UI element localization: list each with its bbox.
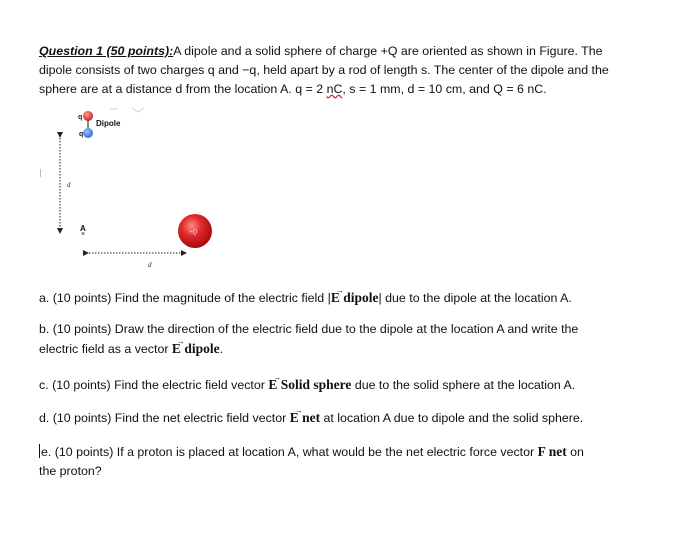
q-negative-label: q (79, 131, 84, 138)
negative-charge (83, 128, 93, 138)
question-text (39, 42, 664, 99)
part-b-vector-e: → E (172, 341, 181, 356)
faint-mark (110, 108, 144, 112)
part-e-vector-f: F net (537, 444, 567, 459)
part-e-text-post: on (566, 445, 584, 459)
question-line-2: dipole consists of two charges q and −q, held apart by a rod of length s. The center of the dipole and the (39, 63, 609, 77)
part-e-line-2: the proton? (39, 464, 102, 478)
dipole-sphere-figure (40, 105, 270, 275)
part-b-line-2 (39, 339, 664, 359)
part-d-text-post: at location A due to dipole and the solid sphere. (320, 411, 584, 425)
part-c-subscript: Solid sphere (277, 377, 352, 392)
sphere-charge-label: +Q (189, 230, 198, 236)
dipole-label: Dipole (96, 119, 121, 128)
part-c-text-pre: c. (10 points) Find the electric field vector (39, 378, 269, 392)
part-a-vector-e: → E (331, 290, 340, 305)
part-e-text-pre: e. (10 points) If a proton is placed at location A, what would be the net electric force vector (41, 445, 538, 459)
part-d (39, 408, 664, 428)
nc-misspell-word: nC (326, 82, 343, 96)
part-a-text-post: | due to the dipole at the location A. (378, 291, 572, 305)
part-e-line-1 (39, 442, 664, 462)
part-d-text-pre: d. (10 points) Find the net electric field vector (39, 411, 290, 425)
question-line-3 (39, 80, 664, 99)
question-title: Question 1 (50 points): (39, 44, 174, 58)
part-d-subscript: net (298, 410, 321, 425)
horizontal-d-label: d (148, 261, 152, 269)
part-b (39, 320, 664, 359)
part-b-subscript: dipole (180, 341, 220, 356)
part-e (39, 442, 664, 481)
question-line-1 (39, 42, 664, 61)
part-a (39, 288, 664, 308)
location-a-marker: × (81, 231, 86, 238)
part-d-vector-e: → E (290, 410, 299, 425)
text-cursor (39, 444, 40, 458)
question-line-1-text: A dipole and a solid sphere of charge +Q are oriented as shown in Figure. The (173, 44, 603, 58)
part-b-line-1: b. (10 points) Draw the direction of the electric field due to the dipole at the location A and write the (39, 322, 579, 336)
part-b-text-pre: electric field as a vector (39, 342, 172, 356)
part-c-vector-e: → E (268, 377, 277, 392)
part-a-subscript: dipole (339, 290, 379, 305)
question-line-3-a: sphere are at a distance d from the location A. q = 2 (39, 82, 327, 96)
q-positive-label: q (78, 114, 83, 121)
location-a-label: A (80, 224, 86, 233)
part-c-text-post: due to the solid sphere at the location A. (351, 378, 576, 392)
question-line-3-b: , s = 1 mm, d = 10 cm, and Q = 6 nC. (342, 82, 547, 96)
part-c (39, 375, 664, 395)
part-b-text-post: . (219, 342, 224, 356)
part-a-text-pre: a. (10 points) Find the magnitude of the electric field | (39, 291, 331, 305)
vertical-d-label: d (67, 181, 71, 189)
positive-charge (83, 111, 93, 121)
